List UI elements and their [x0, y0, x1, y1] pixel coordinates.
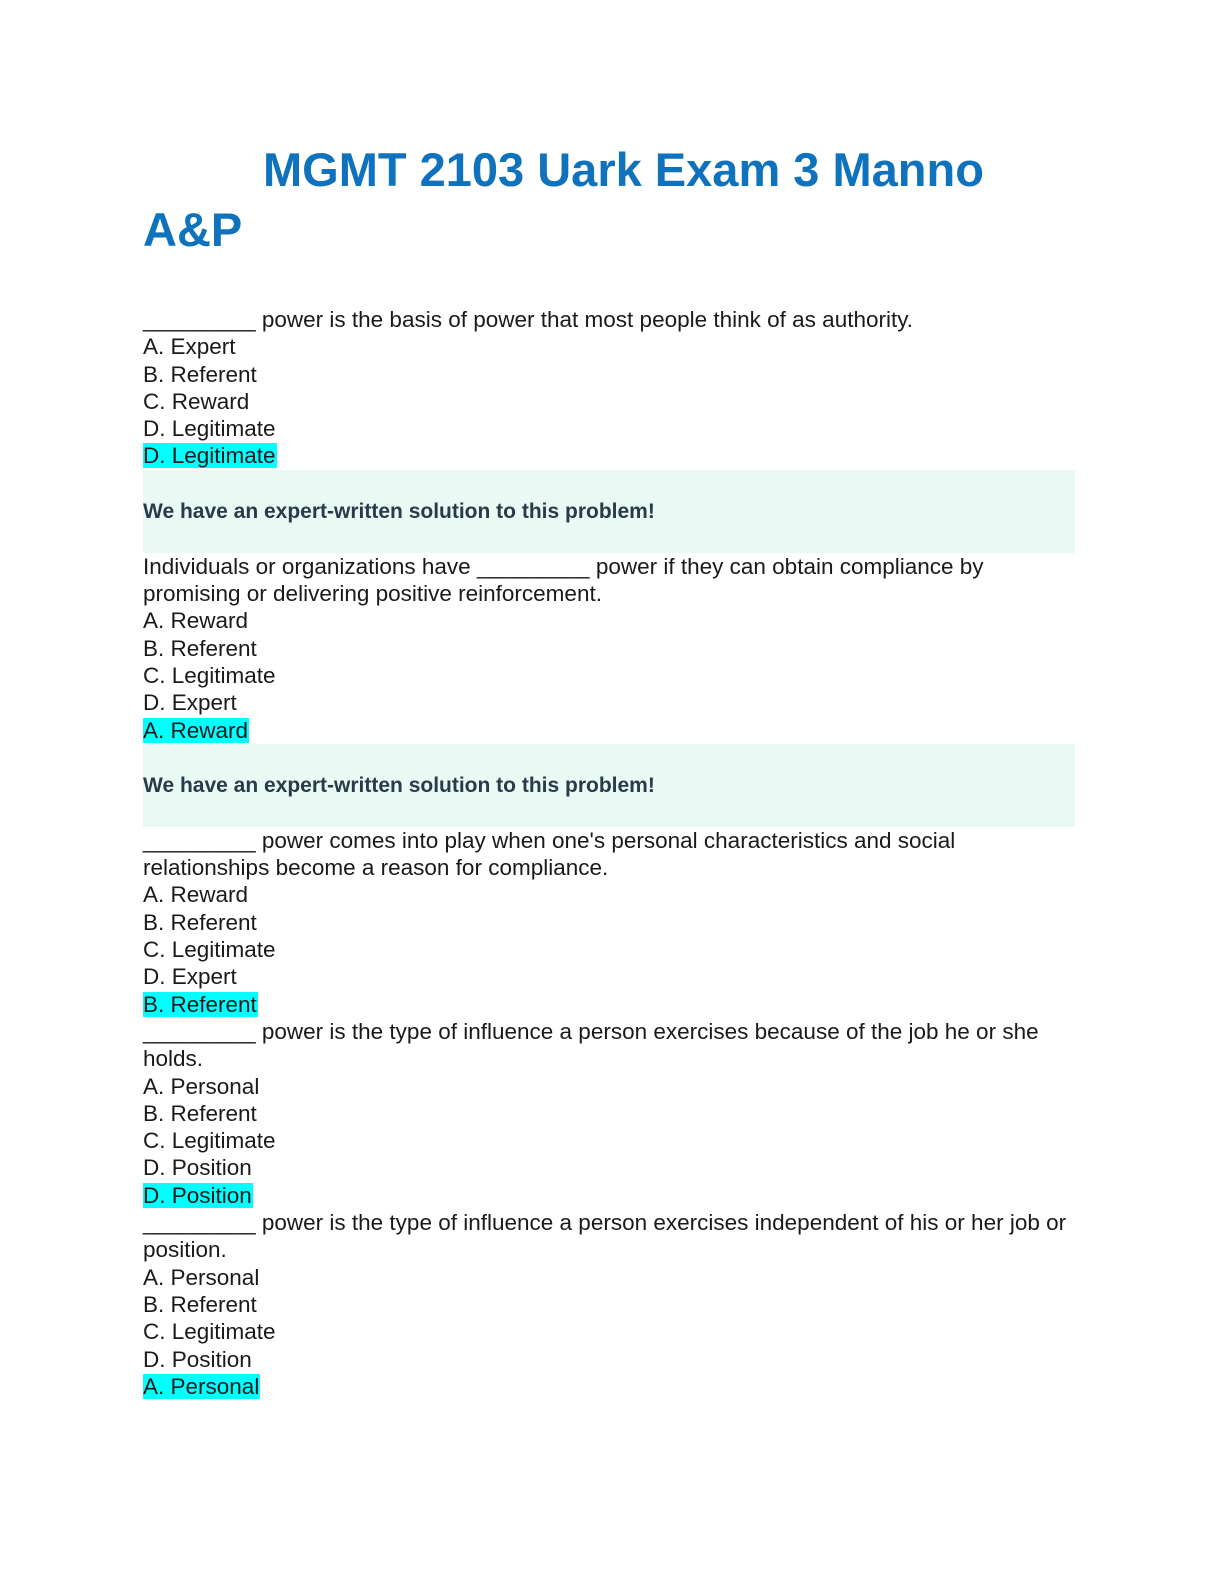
answer-option: A. Reward — [143, 608, 249, 634]
correct-answer — [143, 991, 1075, 1018]
correct-answer — [143, 1182, 1075, 1209]
question-block — [143, 553, 1075, 744]
question-block — [143, 1018, 1075, 1209]
question-list — [143, 306, 1075, 1400]
correct-answer — [143, 717, 1075, 744]
question-block — [143, 306, 1075, 470]
correct-answer-highlight: B. Referent — [143, 991, 257, 1017]
answer-option: A. Personal — [143, 1073, 260, 1099]
correct-answer-highlight: A. Reward — [143, 717, 249, 743]
answer-option: B. Referent — [143, 1291, 257, 1317]
document-title: MGMT 2103 Uark Exam 3 Manno A&P — [143, 143, 984, 256]
question-prompt: _________ power comes into play when one's personal characteristics and social relationships become a reason for compliance. — [143, 827, 956, 881]
question-prompt: _________ power is the type of influence a person exercises independent of his or her job or position. — [143, 1210, 1067, 1263]
correct-answer-highlight: A. Personal — [143, 1373, 260, 1399]
expert-solution-text: We have an expert-written solution to this problem! — [143, 773, 655, 797]
correct-answer-highlight: D. Legitimate — [143, 443, 276, 469]
expert-solution-banner[interactable] — [143, 744, 1075, 827]
correct-answer — [143, 1373, 1075, 1400]
answer-option: A. Expert — [143, 334, 236, 360]
answer-option: C. Legitimate — [143, 662, 276, 688]
answer-option: D. Legitimate — [143, 416, 276, 442]
answer-option: C. Legitimate — [143, 1128, 276, 1154]
answer-option: C. Legitimate — [143, 1319, 276, 1345]
correct-answer — [143, 442, 1075, 469]
question-prompt: _________ power is the type of influence a person exercises because of the job he or she holds. — [143, 1018, 1039, 1072]
answer-option: D. Position — [143, 1346, 252, 1372]
answer-option: B. Referent — [143, 909, 257, 935]
answer-option: B. Referent — [143, 361, 257, 387]
answer-option: D. Expert — [143, 964, 237, 990]
answer-option: A. Reward — [143, 882, 249, 908]
answer-option: B. Referent — [143, 1100, 257, 1126]
question-block — [143, 1209, 1075, 1400]
expert-solution-text: We have an expert-written solution to this problem! — [143, 499, 655, 523]
answer-option: A. Personal — [143, 1264, 260, 1290]
answer-option: B. Referent — [143, 635, 257, 661]
expert-solution-banner[interactable] — [143, 470, 1075, 553]
answer-option: C. Reward — [143, 388, 250, 414]
answer-option: C. Legitimate — [143, 937, 276, 963]
answer-option: D. Position — [143, 1155, 252, 1181]
answer-option: D. Expert — [143, 690, 237, 716]
question-block — [143, 827, 1075, 1018]
correct-answer-highlight: D. Position — [143, 1182, 252, 1208]
question-prompt: Individuals or organizations have _________ power if they can obtain compliance by promising or delivering positive reinforcement. — [143, 553, 984, 607]
question-prompt: _________ power is the basis of power that most people think of as authority. — [143, 307, 914, 332]
